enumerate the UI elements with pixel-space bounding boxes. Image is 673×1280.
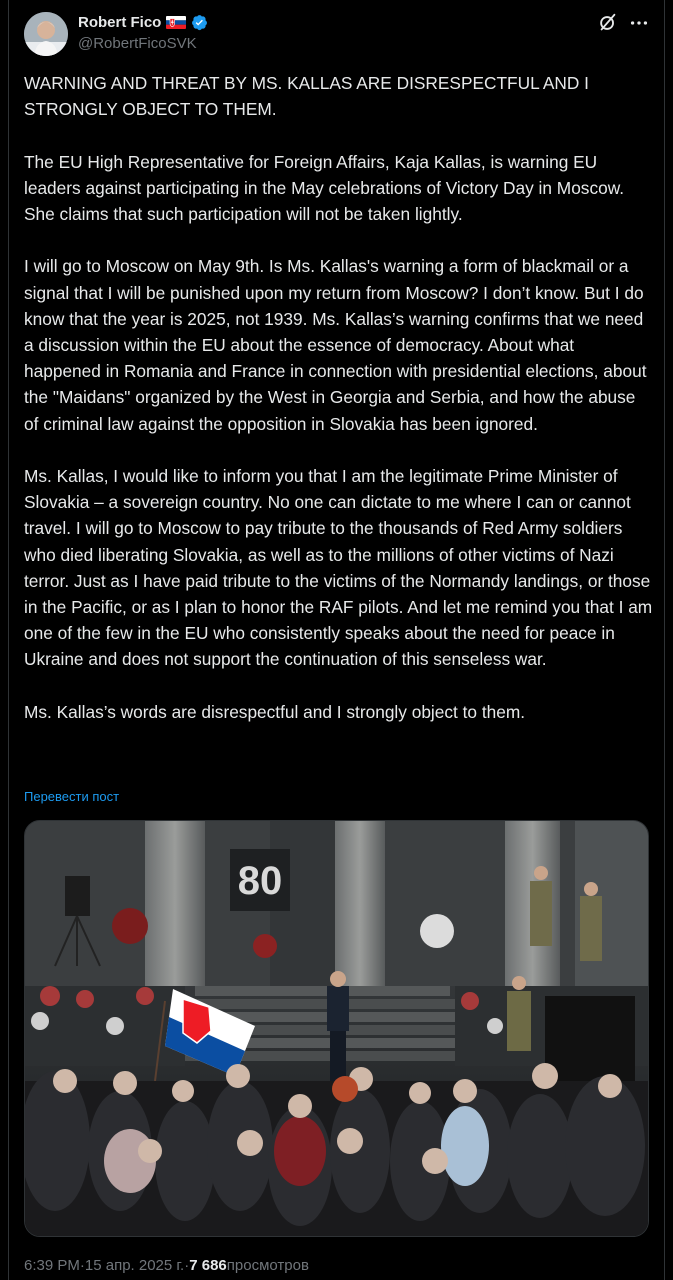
author-handle[interactable]: @RobertFicoSVK [78, 35, 197, 52]
slovakia-flag-icon [166, 16, 186, 29]
tweet-paragraph-2: The EU High Representative for Foreign Affairs, Kaja Kallas, is warning EU leaders against participating in the May celebrations of Victory Day in Moscow. She claims that such participation will not be taken lightly. [24, 151, 629, 225]
tweet-text [24, 70, 658, 725]
views-count[interactable]: 7 686 [189, 1257, 227, 1274]
verified-badge-icon[interactable] [191, 14, 208, 31]
author-name-row[interactable] [78, 12, 208, 32]
more-dots-icon[interactable] [628, 12, 650, 34]
tweet-meta [24, 1257, 309, 1274]
views-label: просмотров [226, 1257, 309, 1274]
tweet-date[interactable]: 15 апр. 2025 г. [84, 1257, 185, 1274]
tweet-paragraph-4: Ms. Kallas, I would like to inform you that I am the legitimate Prime Minister of Slovakia – a sovereign country. No one can dictate to me where I can or cannot travel. I will go to Moscow to pay tribute to the thousands of Red Army soldiers who died liberating Slovakia, as well as to the millions of other victims of Nazi terror. Just as I have paid tribute to the victims of the Normandy landings, or those in the Pacific, or as I plan to honor the RAF pilots. And let me remind you that I am one of the few in the EU who consistently speaks about the need for peace in Ukraine and does not support the continuation of this senseless war. [24, 466, 658, 670]
tweet-paragraph-3: I will go to Moscow on May 9th. Is Ms. Kallas's warning a form of blackmail or a signal that I will be punished upon my return from Moscow? I don’t know. But I do know that the year is 2025, not 1939. Ms. Kallas’s warning confirms that we need a discussion within the EU about the essence of democracy. About what happened in Romania and France in connection with presidential elections, about the "Maidans" organized by the West in Georgia and Serbia, and how the abuse of criminal law against the opposition in Slovakia has been ignored. [24, 256, 652, 434]
grok-icon[interactable] [597, 12, 619, 34]
translate-post-link[interactable]: Перевести пост [24, 789, 120, 804]
meta-separator-2: · [184, 1257, 190, 1274]
avatar[interactable] [24, 12, 68, 56]
monument-number: 80 [237, 859, 283, 903]
author-name[interactable]: Robert Fico [78, 13, 162, 31]
meta-separator: · [79, 1257, 85, 1274]
tweet-photo[interactable] [24, 820, 649, 1237]
tweet-paragraph-1: WARNING AND THREAT BY MS. KALLAS ARE DISRESPECTFUL AND I STRONGLY OBJECT TO THEM. [24, 73, 594, 120]
tweet-paragraph-5: Ms. Kallas’s words are disrespectful and I strongly object to them. [24, 701, 526, 722]
tweet-time[interactable]: 6:39 PM [24, 1257, 80, 1274]
